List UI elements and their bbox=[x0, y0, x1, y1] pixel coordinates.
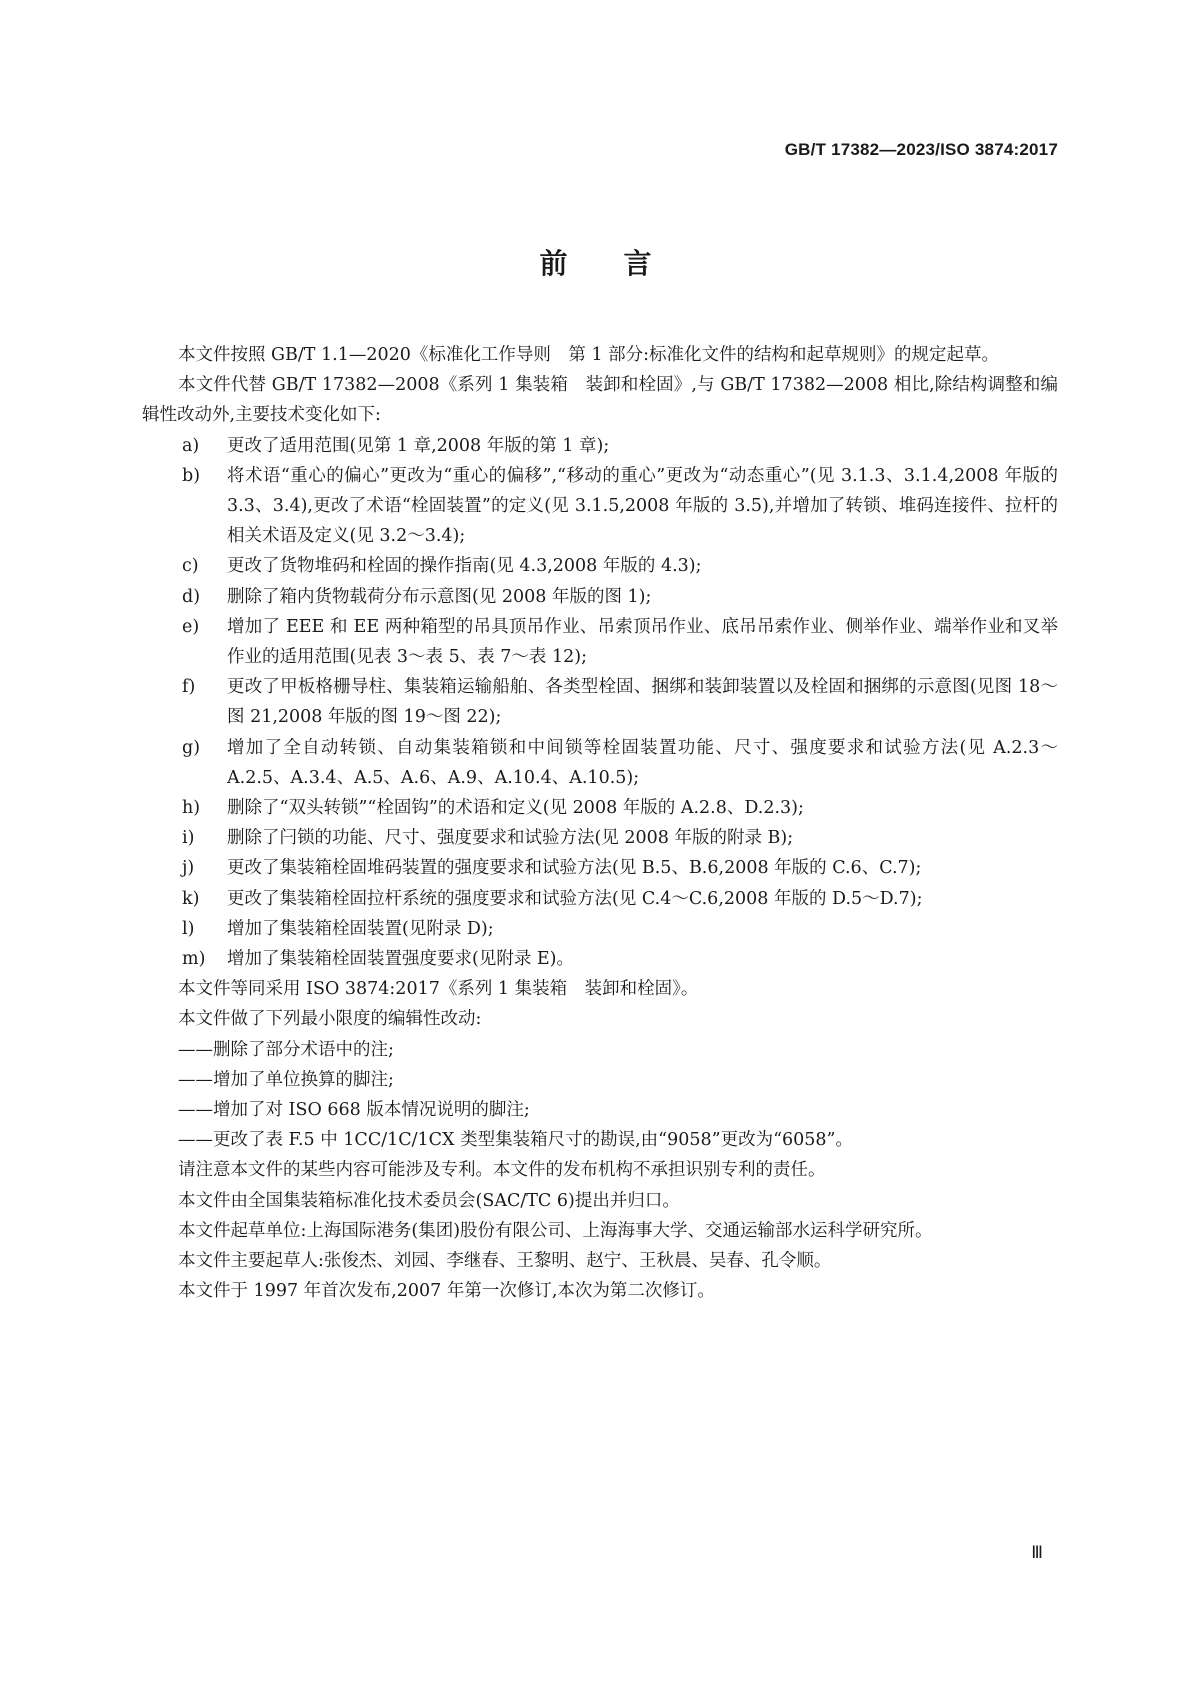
paragraph-adoption: 本文件等同采用 ISO 3874:2017《系列 1 集装箱 装卸和栓固》。 bbox=[178, 979, 699, 1000]
changes-list bbox=[142, 431, 1058, 975]
paragraph-history: 本文件于 1997 年首次发布,2007 年第一次修订,本次为第二次修订。 bbox=[178, 1281, 715, 1302]
list-item: i) 删除了闩锁的功能、尺寸、强度要求和试验方法(见 2008 年版的附录 B); bbox=[182, 828, 794, 849]
list-item: e) 增加了 EEE 和 EE 两种箱型的吊具顶吊作业、吊索顶吊作业、底吊吊索作业、侧举作业、端举作业和叉举作业的适用范围(见表 3～表 5、表 7～表 12); bbox=[182, 616, 1058, 668]
paragraph-patent-notice: 请注意本文件的某些内容可能涉及专利。本文件的发布机构不承担识别专利的责任。 bbox=[178, 1160, 826, 1181]
list-item: ——更改了表 F.5 中 1CC/1C/1CX 类型集装箱尺寸的勘误,由“9058”更改为“6058”。 bbox=[178, 1130, 853, 1151]
list-item: j) 更改了集装箱栓固堆码装置的强度要求和试验方法(见 B.5、B.6,2008 年版的 C.6、C.7); bbox=[182, 858, 922, 879]
list-item: ——增加了对 ISO 668 版本情况说明的脚注; bbox=[178, 1100, 530, 1121]
list-item: l) 增加了集装箱栓固装置(见附录 D); bbox=[182, 918, 494, 939]
page-title: 前言 bbox=[539, 247, 708, 280]
list-item: d) 删除了箱内货物载荷分布示意图(见 2008 年版的图 1); bbox=[182, 586, 652, 607]
list-item: k) 更改了集装箱栓固拉杆系统的强度要求和试验方法(见 C.4～C.6,2008 年版的 D.5～D.7); bbox=[182, 888, 923, 909]
page-number: Ⅲ bbox=[1031, 1543, 1043, 1562]
paragraph-drafters: 本文件主要起草人:张俊杰、刘园、李继春、王黎明、赵宁、王秋晨、吴春、孔令顺。 bbox=[178, 1251, 832, 1272]
paragraph-drafting-rules: 本文件按照 GB/T 1.1—2020《标准化工作导则 第 1 部分:标准化文件的结构和起草规则》的规定起草。 bbox=[178, 345, 1000, 365]
list-item: f) 更改了甲板格栅导柱、集装箱运输船舶、各类型栓固、捆绑和装卸装置以及栓固和捆绑的示意图(见图 18～图 21,2008 年版的图 19～图 22); bbox=[182, 677, 1058, 728]
list-item: g) 增加了全自动转锁、自动集装箱锁和中间锁等栓固装置功能、尺寸、强度要求和试验方法(见 A.2.3～A.2.5、A.3.4、A.5、A.6、A.9、A.10.4、A.10.5); bbox=[182, 737, 1058, 788]
list-item: b) 将术语“重心的偏心”更改为“重心的偏移”,“移动的重心”更改为“动态重心”(见 3.1.3、3.1.4,2008 年版的 3.3、3.4),更改了术语“栓固装置”的定义(见 3.1.5,2008 年版的 3.5),并增加了转锁、堆码连接件、拉杆的相关术语及定义(见 3.2～3.4); bbox=[182, 465, 1058, 547]
document-id-header: GB/T 17382—2023/ISO 3874:2017 bbox=[784, 140, 1058, 159]
paragraph-committee: 本文件由全国集装箱标准化技术委员会(SAC/TC 6)提出并归口。 bbox=[178, 1190, 680, 1211]
list-item: m) 增加了集装箱栓固装置强度要求(见附录 E)。 bbox=[182, 949, 574, 970]
list-item: a) 更改了适用范围(见第 1 章,2008 年版的第 1 章); bbox=[182, 435, 610, 456]
list-item: c) 更改了货物堆码和栓固的操作指南(见 4.3,2008 年版的 4.3); bbox=[182, 556, 702, 577]
editorial-changes-list bbox=[142, 1035, 1058, 1156]
list-item: ——删除了部分术语中的注; bbox=[178, 1039, 394, 1060]
paragraph-drafting-units: 本文件起草单位:上海国际港务(集团)股份有限公司、上海海事大学、交通运输部水运科学研究所。 bbox=[178, 1220, 933, 1241]
paragraph-editorial-intro: 本文件做了下列最小限度的编辑性改动: bbox=[178, 1009, 482, 1030]
list-item: ——增加了单位换算的脚注; bbox=[178, 1069, 394, 1090]
list-item: h) 删除了“双头转锁”“栓固钩”的术语和定义(见 2008 年版的 A.2.8、D.2.3); bbox=[182, 798, 804, 819]
foreword-body bbox=[142, 340, 1058, 1307]
paragraph-replacement: 本文件代替 GB/T 17382—2008《系列 1 集装箱 装卸和栓固》,与 GB/T 17382—2008 相比,除结构调整和编辑性改动外,主要技术变化如下: bbox=[142, 375, 1058, 426]
